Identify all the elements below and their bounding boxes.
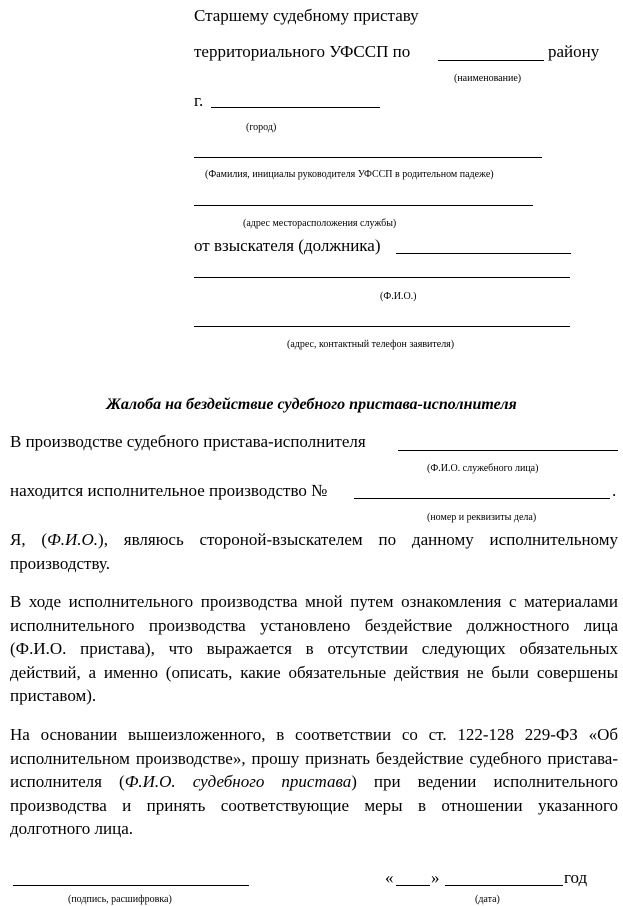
document-title: Жалоба на бездействие судебного пристава-исполнителя bbox=[106, 396, 517, 413]
case-line-prefix: находится исполнительное производство № bbox=[10, 481, 328, 500]
month-field[interactable] bbox=[445, 885, 563, 886]
head-name-field[interactable] bbox=[194, 157, 542, 158]
quote-close: » bbox=[431, 868, 440, 887]
applicant-address-field[interactable] bbox=[194, 326, 570, 327]
proceedings-line: В производстве судебного пристава-исполнителя bbox=[10, 432, 366, 451]
from-label: от взыскателя (должника) bbox=[194, 236, 381, 255]
hint-applicant: (адрес, контактный телефон заявителя) bbox=[287, 339, 455, 350]
district-field[interactable] bbox=[438, 60, 544, 61]
year-label: год bbox=[564, 868, 588, 887]
applicant-type-field[interactable] bbox=[396, 253, 571, 254]
paragraph-2: В ходе исполнительного производства мной путем ознакомления с материалами исполнительного производства установлено бездействие должностного лица (Ф.И.О. пристава), что выражается в отсутствии следующих обязательных действий, а именно (описать, какие обязательные действия не были совершены приставом). bbox=[10, 592, 618, 705]
hint-address: (адрес месторасположения службы) bbox=[243, 218, 397, 229]
hint-name: (наименование) bbox=[454, 73, 522, 84]
hint-date: (дата) bbox=[475, 894, 500, 905]
addressee-line-1: Старшему судебному приставу bbox=[194, 6, 419, 25]
paragraph-1: Я, (Ф.И.О.), являюсь стороной-взыскателем по данному исполнительному производству. bbox=[10, 530, 618, 573]
case-number-field[interactable] bbox=[354, 498, 610, 499]
hint-signature: (подпись, расшифровка) bbox=[68, 894, 172, 905]
hint-city: (город) bbox=[246, 122, 277, 133]
case-line-suffix: . bbox=[612, 481, 617, 500]
addressee-line-2-suffix: району bbox=[548, 42, 600, 61]
city-prefix: г. bbox=[194, 91, 204, 110]
addressee-line-2-prefix: территориального УФССП по bbox=[194, 42, 411, 61]
hint-official: (Ф.И.О. служебного лица) bbox=[427, 463, 539, 474]
day-field[interactable] bbox=[396, 885, 430, 886]
paragraph-3: На основании вышеизложенного, в соответствии со ст. 122-128 229-ФЗ «Об исполнительном производстве», прошу признать бездействие судебного пристава-исполнителя (Ф.И.О. судебного пристава) при ведении исполнительного производства и принять соответствующие меры в отношении указанного долготного лица. bbox=[10, 725, 618, 838]
service-address-field[interactable] bbox=[194, 205, 533, 206]
city-field[interactable] bbox=[211, 107, 380, 108]
hint-fio: (Ф.И.О.) bbox=[380, 291, 417, 302]
quote-open: « bbox=[385, 868, 394, 887]
applicant-fio-field[interactable] bbox=[194, 277, 570, 278]
signature-field[interactable] bbox=[13, 885, 249, 886]
hint-case: (номер и реквизиты дела) bbox=[427, 512, 537, 523]
hint-head: (Фамилия, инициалы руководителя УФССП в родительном падеже) bbox=[205, 169, 494, 180]
official-name-field[interactable] bbox=[398, 450, 618, 451]
